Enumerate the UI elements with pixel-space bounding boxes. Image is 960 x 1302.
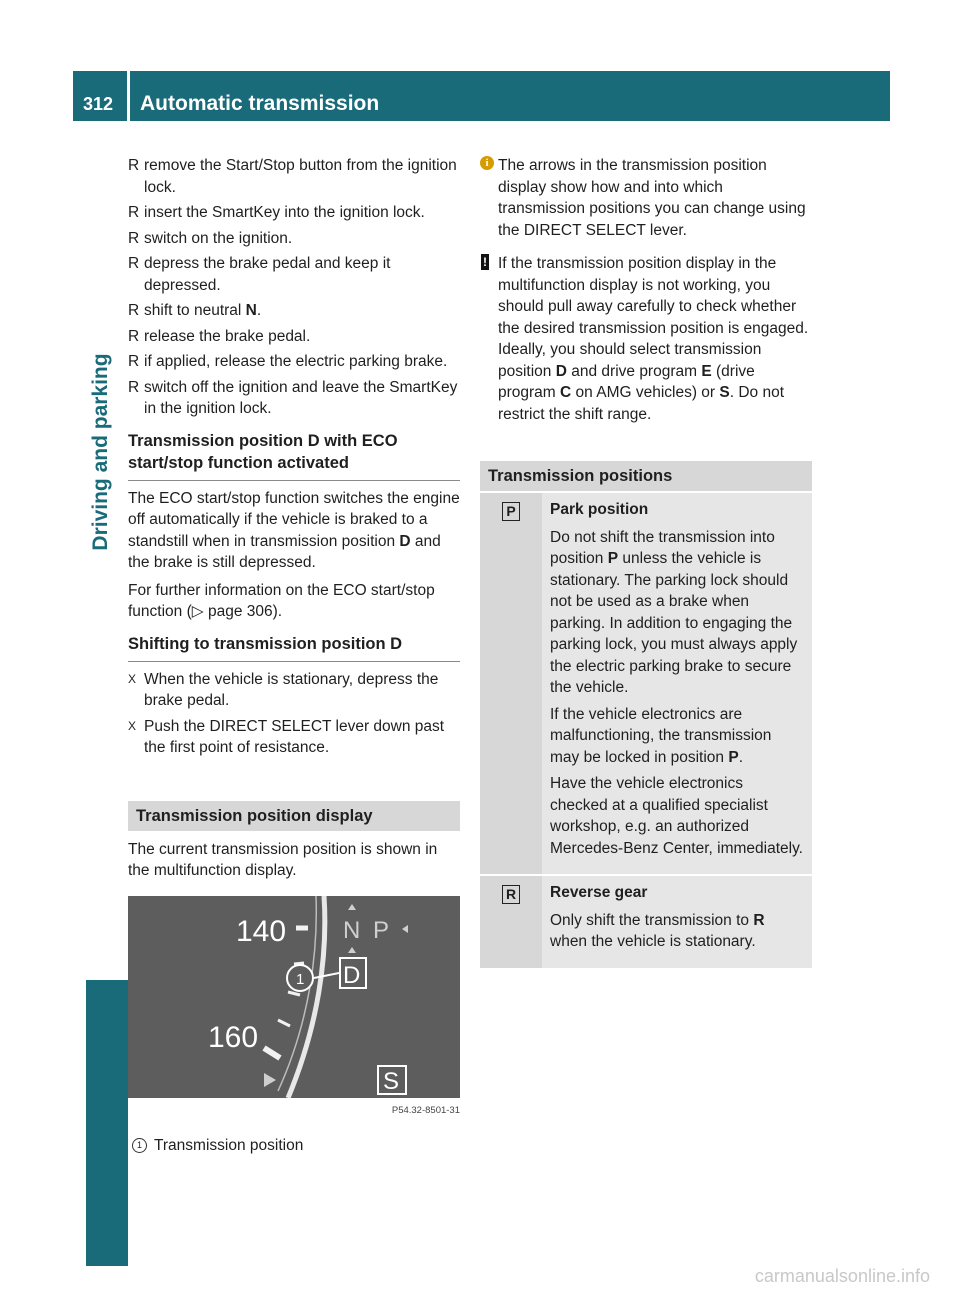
- warning-icon: !: [483, 255, 487, 269]
- eco-heading: Transmission position D with ECO start/stop function activated: [128, 430, 460, 481]
- left-column: [128, 155, 460, 1157]
- list-item: R switch off the ignition and leave the SmartKey in the ignition lock.: [128, 378, 458, 417]
- transmission-positions-table: [480, 493, 812, 968]
- gear-n-label: N: [343, 916, 361, 944]
- list-item: R switch on the ignition.: [128, 229, 293, 247]
- table-row: [480, 493, 812, 875]
- list-item: R shift to neutral N.: [128, 302, 262, 319]
- image-code: P54.32-8501-31: [391, 1104, 460, 1116]
- park-title: Park position: [550, 501, 649, 518]
- info-note: i The arrows in the transmission position display show how and into which transmission positions you can change using the DIRECT SELECT lever.: [480, 155, 812, 241]
- park-text-2: If the vehicle electronics are malfunctioning, the transmission may be locked in position P.: [550, 705, 772, 766]
- eco-text: The ECO start/stop function switches the engine off automatically if the vehicle is braked to a standstill when in transmission position D and the brake is still depressed.: [128, 489, 460, 571]
- park-text-1: Do not shift the transmission into position P unless the vehicle is stationary. The parking lock should not be used as a brake when parking. In addition to engaging the parking lock, you must always apply the electric parking brake to secure the vehicle.: [550, 528, 798, 696]
- park-text-3: Have the vehicle electronics checked at a qualified specialist workshop, e.g. an authorized Mercedes-Benz Center, immediately.: [550, 775, 803, 857]
- park-symbol-icon: P: [502, 502, 520, 521]
- callout-number: 1: [296, 970, 305, 988]
- gear-d-label: D: [343, 961, 361, 989]
- positions-heading: Transmission positions: [480, 461, 812, 491]
- transmission-display-image: [128, 896, 460, 1098]
- eco-reference: For further information on the ECO start/stop function (▷ page 306).: [128, 581, 435, 620]
- side-tab: [86, 312, 116, 592]
- info-icon: i: [480, 156, 494, 170]
- watermark: carmanualsonline.info: [754, 1266, 930, 1286]
- reverse-symbol-icon: R: [502, 885, 520, 904]
- step-item: X Push the DIRECT SELECT lever down past the first point of resistance.: [128, 717, 445, 756]
- reverse-text: Only shift the transmission to R when the vehicle is stationary.: [550, 911, 765, 950]
- gear-p-label: P: [373, 916, 390, 944]
- speed-label-140: 140: [236, 914, 287, 948]
- instrument-cluster-graphic: [128, 896, 460, 1098]
- right-column: [480, 155, 812, 968]
- list-item: R release the brake pedal.: [128, 327, 311, 345]
- section-title: Automatic transmission: [140, 92, 380, 115]
- shift-heading: Shifting to transmission position D: [128, 633, 460, 662]
- display-heading: Transmission position display: [128, 801, 460, 831]
- side-tab-block: [86, 980, 128, 1266]
- list-item: R depress the brake pedal and keep it depressed.: [128, 255, 391, 294]
- reverse-title: Reverse gear: [550, 884, 648, 901]
- step-item: X When the vehicle is stationary, depress the brake pedal.: [128, 670, 439, 709]
- page-number: 312: [83, 94, 114, 114]
- display-text: The current transmission position is shown in the multifunction display.: [128, 840, 438, 879]
- list-item: R insert the SmartKey into the ignition lock.: [128, 204, 425, 221]
- list-item: R if applied, release the electric parking brake.: [128, 353, 448, 370]
- image-legend: 1 Transmission position: [128, 1135, 460, 1157]
- speed-label-160: 160: [208, 1020, 259, 1054]
- side-tab-label: Driving and parking: [89, 353, 112, 551]
- table-row: [480, 875, 812, 968]
- warning-note: ! If the transmission position display in the multifunction display is not working, you should pull away carefully to check whether the desired transmission position is engaged. Ideally, you should select transmission position D and drive program E (drive program C on AMG vehicles) or S. Do not restrict the shift range.: [483, 255, 809, 423]
- gear-s-label: S: [383, 1067, 400, 1095]
- list-item: R remove the Start/Stop button from the ignition lock.: [128, 157, 457, 196]
- legend-number: 1: [132, 1138, 147, 1153]
- header-divider: [127, 71, 130, 121]
